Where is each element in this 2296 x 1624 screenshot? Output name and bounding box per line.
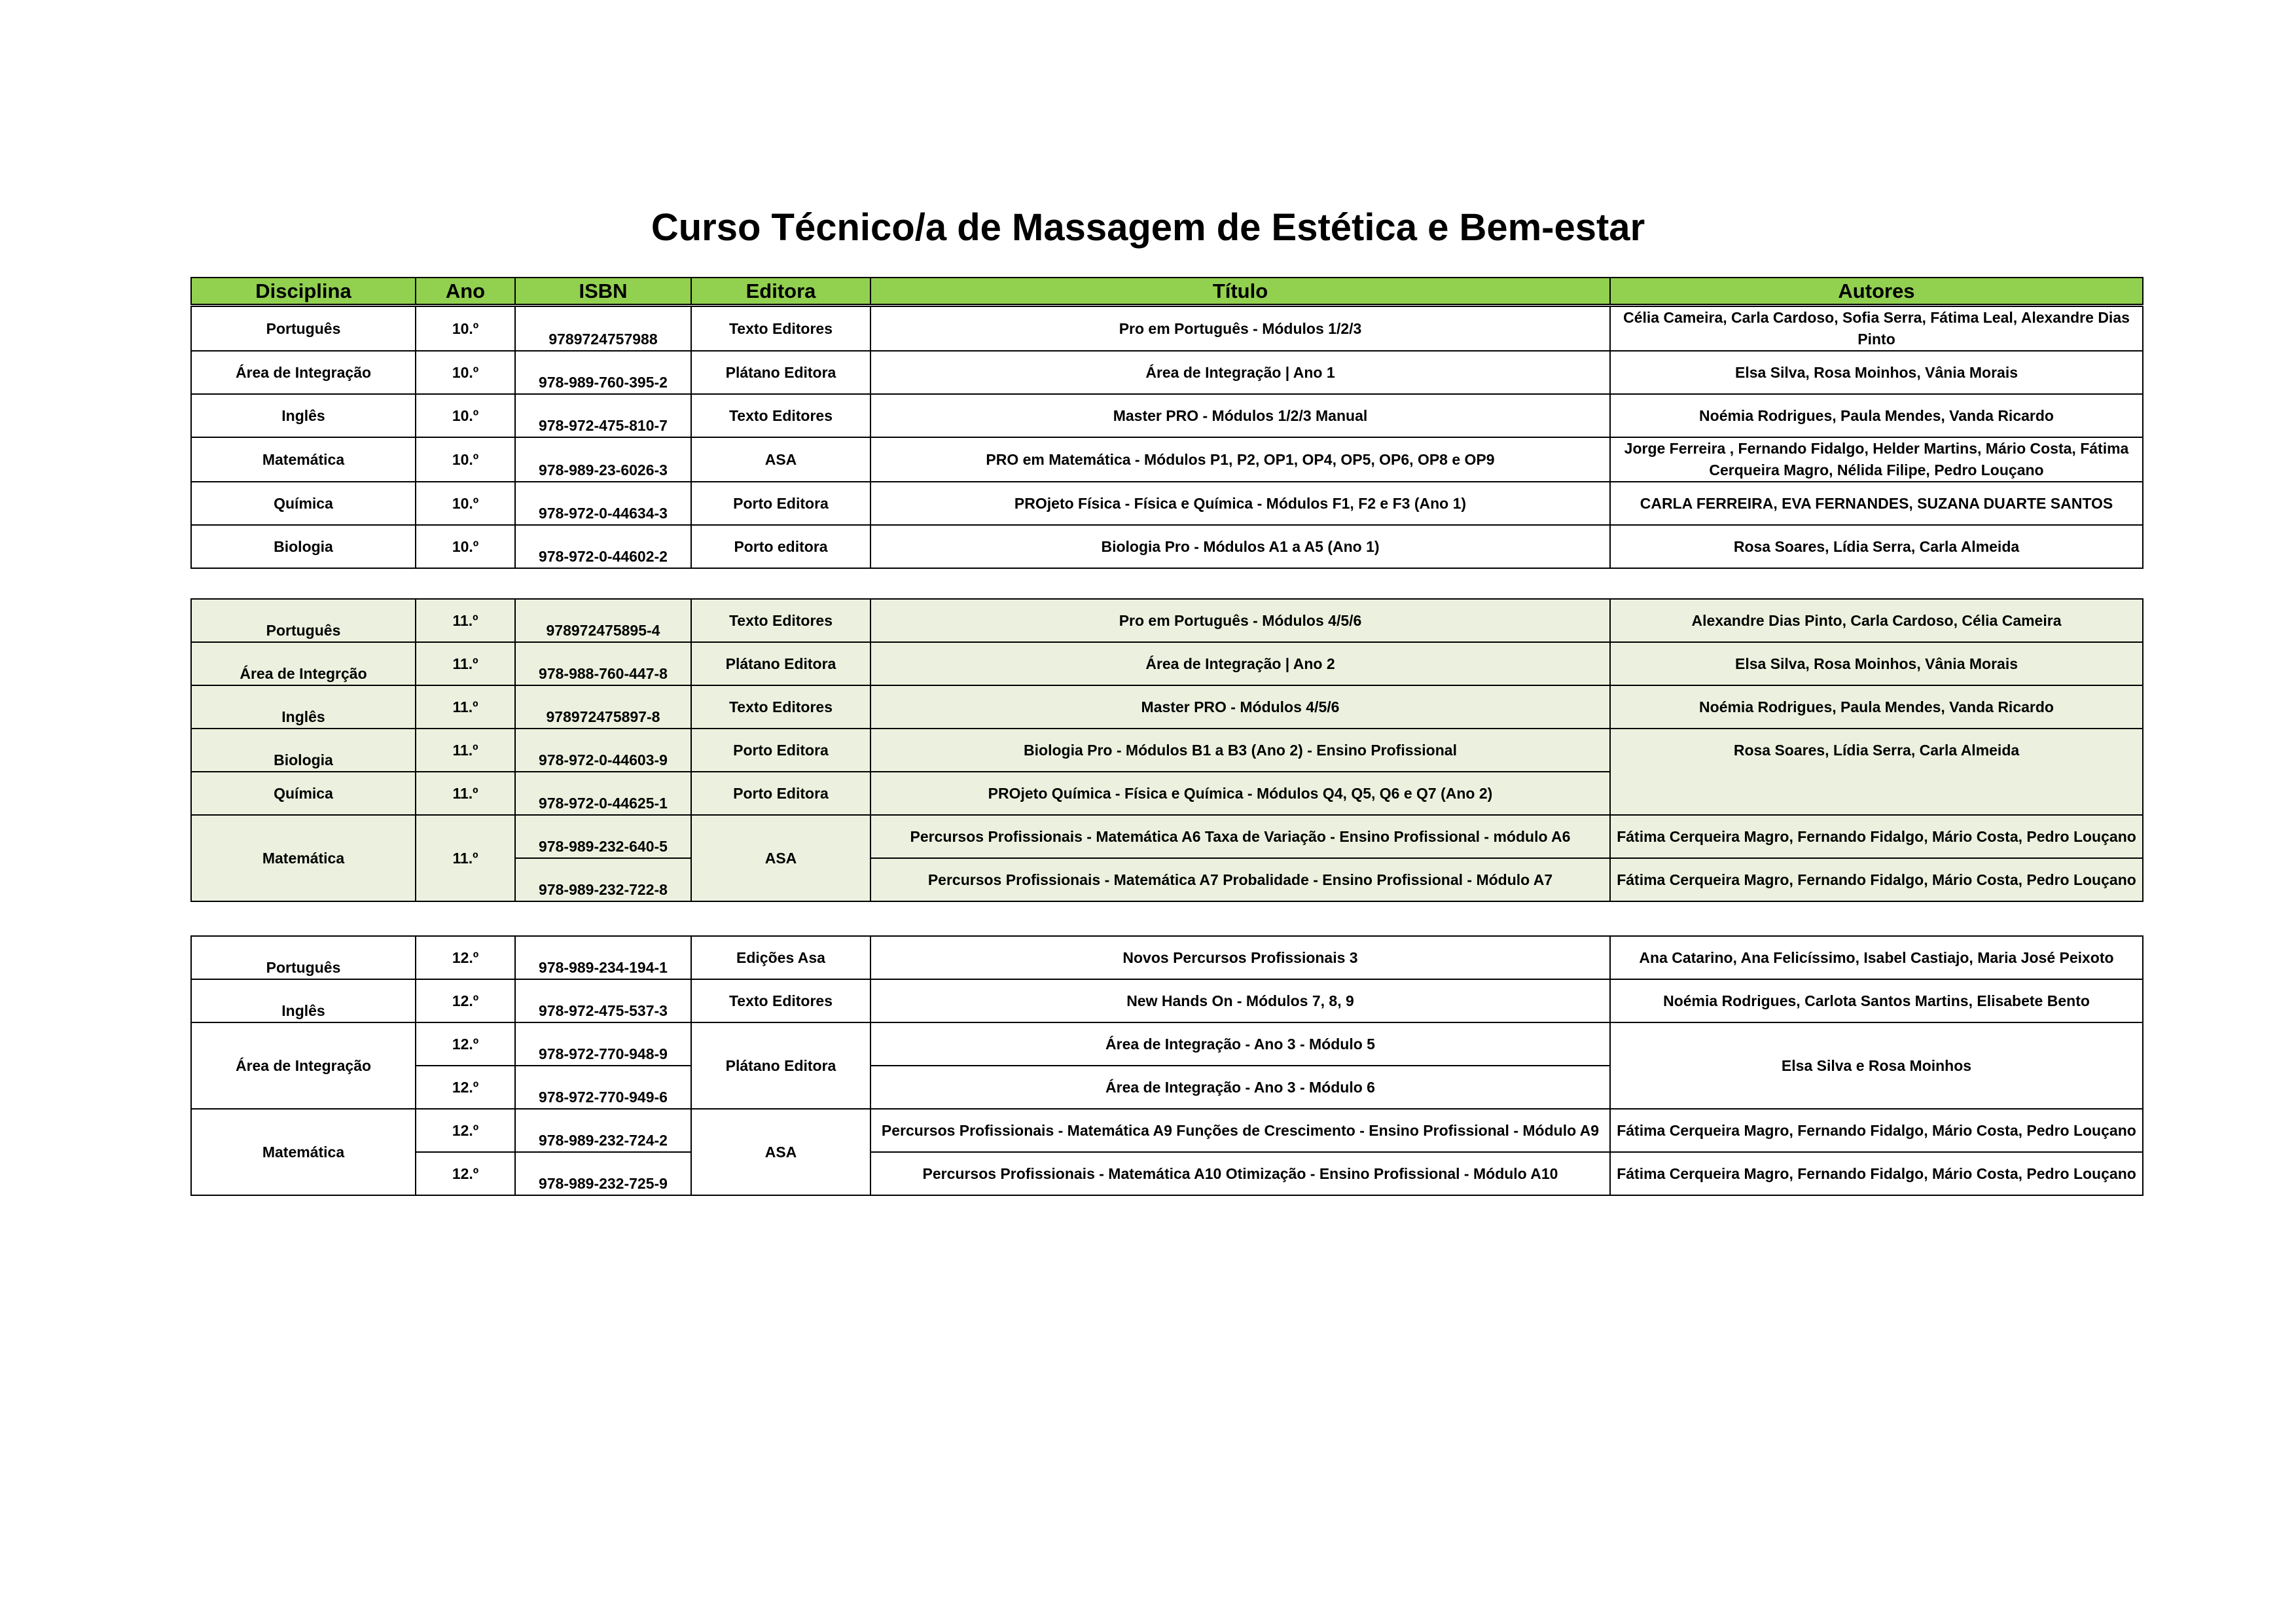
cell-isbn: 978-989-760-395-2 bbox=[515, 351, 691, 394]
cell-disciplina: Matemática bbox=[191, 1109, 416, 1195]
cell-isbn: 978-972-770-948-9 bbox=[515, 1022, 691, 1066]
cell-ano: 11.º bbox=[416, 642, 515, 685]
cell-isbn: 978972475895-4 bbox=[515, 599, 691, 642]
cell-titulo: PRO em Matemática - Módulos P1, P2, OP1, OP4, OP5, OP6, OP8 e OP9 bbox=[870, 437, 1610, 482]
cell-titulo: Master PRO - Módulos 1/2/3 Manual bbox=[870, 394, 1610, 437]
table-row bbox=[191, 1109, 2143, 1152]
cell-isbn: 978-989-234-194-1 bbox=[515, 936, 691, 979]
table-row bbox=[191, 351, 2143, 394]
table-12-ano bbox=[190, 935, 2144, 1196]
cell-isbn: 978-988-760-447-8 bbox=[515, 642, 691, 685]
cell-disciplina: Matemática bbox=[191, 815, 416, 901]
cell-autores: Elsa Silva e Rosa Moinhos bbox=[1610, 1022, 2143, 1109]
cell-disciplina: Biologia bbox=[191, 525, 416, 568]
cell-ano: 12.º bbox=[416, 1152, 515, 1195]
cell-editora: Texto Editores bbox=[691, 599, 870, 642]
cell-editora: ASA bbox=[691, 815, 870, 901]
cell-isbn: 978-972-770-949-6 bbox=[515, 1066, 691, 1109]
cell-autores: Jorge Ferreira , Fernando Fidalgo, Helder Martins, Mário Costa, Fátima Cerqueira Magro, Nélida Filipe, Pedro Louçano bbox=[1610, 437, 2143, 482]
cell-titulo: Master PRO - Módulos 4/5/6 bbox=[870, 685, 1610, 729]
cell-editora: Porto Editora bbox=[691, 772, 870, 815]
cell-ano: 11.º bbox=[416, 729, 515, 772]
table-row bbox=[191, 936, 2143, 979]
cell-autores: Elsa Silva, Rosa Moinhos, Vânia Morais bbox=[1610, 642, 2143, 685]
cell-ano: 11.º bbox=[416, 815, 515, 901]
cell-disciplina: Área de Integração bbox=[191, 1022, 416, 1109]
cell-isbn: 978-972-475-537-3 bbox=[515, 979, 691, 1022]
cell-titulo: Pro em Português - Módulos 4/5/6 bbox=[870, 599, 1610, 642]
cell-editora: Texto Editores bbox=[691, 979, 870, 1022]
cell-titulo: Área de Integração | Ano 1 bbox=[870, 351, 1610, 394]
cell-titulo: Percursos Profissionais - Matemática A6 Taxa de Variação - Ensino Profissional - módulo A6 bbox=[870, 815, 1610, 858]
cell-editora: Porto Editora bbox=[691, 482, 870, 525]
cell-editora: ASA bbox=[691, 1109, 870, 1195]
cell-disciplina: Química bbox=[191, 482, 416, 525]
cell-editora: Porto editora bbox=[691, 525, 870, 568]
cell-editora: Edições Asa bbox=[691, 936, 870, 979]
cell-disciplina: Química bbox=[191, 772, 416, 815]
cell-editora: Texto Editores bbox=[691, 306, 870, 351]
cell-ano: 12.º bbox=[416, 1066, 515, 1109]
cell-ano: 10.º bbox=[416, 394, 515, 437]
cell-titulo: Área de Integração | Ano 2 bbox=[870, 642, 1610, 685]
table-row bbox=[191, 815, 2143, 858]
cell-isbn: 978-972-0-44625-1 bbox=[515, 772, 691, 815]
cell-autores: Fátima Cerqueira Magro, Fernando Fidalgo, Mário Costa, Pedro Louçano bbox=[1610, 1152, 2143, 1195]
cell-ano: 10.º bbox=[416, 437, 515, 482]
cell-ano: 12.º bbox=[416, 1109, 515, 1152]
cell-titulo: Biologia Pro - Módulos A1 a A5 (Ano 1) bbox=[870, 525, 1610, 568]
cell-autores: Noémia Rodrigues, Carlota Santos Martins, Elisabete Bento bbox=[1610, 979, 2143, 1022]
header-row bbox=[191, 278, 2143, 304]
cell-editora: ASA bbox=[691, 437, 870, 482]
cell-disciplina: Inglês bbox=[191, 685, 416, 729]
cell-ano: 10.º bbox=[416, 306, 515, 351]
table-header bbox=[190, 277, 2144, 305]
cell-ano: 12.º bbox=[416, 1022, 515, 1066]
cell-titulo: Percursos Profissionais - Matemática A7 Probalidade - Ensino Profissional - Módulo A7 bbox=[870, 858, 1610, 901]
header-disciplina: Disciplina bbox=[191, 278, 416, 304]
table-row bbox=[191, 525, 2143, 568]
cell-editora: Porto Editora bbox=[691, 729, 870, 772]
cell-disciplina: Área de Integrção bbox=[191, 642, 416, 685]
table-row bbox=[191, 729, 2143, 772]
cell-isbn: 978-989-232-722-8 bbox=[515, 858, 691, 901]
cell-titulo: Percursos Profissionais - Matemática A9 Funções de Crescimento - Ensino Profissional - Módulo A9 bbox=[870, 1109, 1610, 1152]
cell-autores: Alexandre Dias Pinto, Carla Cardoso, Célia Cameira bbox=[1610, 599, 2143, 642]
table-row bbox=[191, 1152, 2143, 1195]
cell-autores: Célia Cameira, Carla Cardoso, Sofia Serra, Fátima Leal, Alexandre Dias Pinto bbox=[1610, 306, 2143, 351]
cell-editora: Texto Editores bbox=[691, 685, 870, 729]
cell-editora: Plátano Editora bbox=[691, 351, 870, 394]
cell-ano: 11.º bbox=[416, 772, 515, 815]
cell-titulo: Área de Integração - Ano 3 - Módulo 6 bbox=[870, 1066, 1610, 1109]
cell-titulo: New Hands On - Módulos 7, 8, 9 bbox=[870, 979, 1610, 1022]
cell-autores: Ana Catarino, Ana Felicíssimo, Isabel Castiajo, Maria José Peixoto bbox=[1610, 936, 2143, 979]
header-editora: Editora bbox=[691, 278, 870, 304]
cell-isbn: 978-989-232-725-9 bbox=[515, 1152, 691, 1195]
cell-autores: CARLA FERREIRA, EVA FERNANDES, SUZANA DUARTE SANTOS bbox=[1610, 482, 2143, 525]
cell-disciplina: Inglês bbox=[191, 979, 416, 1022]
cell-autores: Fátima Cerqueira Magro, Fernando Fidalgo, Mário Costa, Pedro Louçano bbox=[1610, 1109, 2143, 1152]
cell-isbn: 978-972-0-44603-9 bbox=[515, 729, 691, 772]
cell-ano: 10.º bbox=[416, 482, 515, 525]
cell-disciplina: Português bbox=[191, 936, 416, 979]
cell-editora: Plátano Editora bbox=[691, 642, 870, 685]
cell-autores: Fátima Cerqueira Magro, Fernando Fidalgo, Mário Costa, Pedro Louçano bbox=[1610, 815, 2143, 858]
cell-ano: 12.º bbox=[416, 936, 515, 979]
header-isbn: ISBN bbox=[515, 278, 691, 304]
cell-ano: 10.º bbox=[416, 351, 515, 394]
cell-disciplina: Área de Integração bbox=[191, 351, 416, 394]
cell-isbn: 978-972-475-810-7 bbox=[515, 394, 691, 437]
cell-titulo: Área de Integração - Ano 3 - Módulo 5 bbox=[870, 1022, 1610, 1066]
cell-ano: 10.º bbox=[416, 525, 515, 568]
table-row bbox=[191, 685, 2143, 729]
cell-isbn: 978-972-0-44602-2 bbox=[515, 525, 691, 568]
table-row bbox=[191, 599, 2143, 642]
table-10-ano bbox=[190, 306, 2144, 569]
cell-autores: Noémia Rodrigues, Paula Mendes, Vanda Ricardo bbox=[1610, 394, 2143, 437]
header-ano: Ano bbox=[416, 278, 515, 304]
cell-titulo: Pro em Português - Módulos 1/2/3 bbox=[870, 306, 1610, 351]
cell-ano: 11.º bbox=[416, 599, 515, 642]
cell-ano: 11.º bbox=[416, 685, 515, 729]
cell-disciplina: Português bbox=[191, 306, 416, 351]
table-row bbox=[191, 482, 2143, 525]
cell-autores: Rosa Soares, Lídia Serra, Carla Almeida bbox=[1610, 729, 2143, 815]
page-title: Curso Técnico/a de Massagem de Estética e Bem-estar bbox=[651, 206, 1645, 249]
cell-titulo: PROjeto Física - Física e Química - Módulos F1, F2 e F3 (Ano 1) bbox=[870, 482, 1610, 525]
table-row bbox=[191, 394, 2143, 437]
cell-autores: Rosa Soares, Lídia Serra, Carla Almeida bbox=[1610, 525, 2143, 568]
cell-isbn: 978-989-23-6026-3 bbox=[515, 437, 691, 482]
cell-isbn: 9789724757988 bbox=[515, 306, 691, 351]
cell-ano: 12.º bbox=[416, 979, 515, 1022]
table-row bbox=[191, 437, 2143, 482]
table-row bbox=[191, 306, 2143, 351]
table-row bbox=[191, 979, 2143, 1022]
table-11-ano bbox=[190, 598, 2144, 902]
cell-isbn: 978972475897-8 bbox=[515, 685, 691, 729]
cell-autores: Noémia Rodrigues, Paula Mendes, Vanda Ricardo bbox=[1610, 685, 2143, 729]
cell-editora: Plátano Editora bbox=[691, 1022, 870, 1109]
cell-titulo: PROjeto Química - Física e Química - Módulos Q4, Q5, Q6 e Q7 (Ano 2) bbox=[870, 772, 1610, 815]
cell-titulo: Biologia Pro - Módulos B1 a B3 (Ano 2) - Ensino Profissional bbox=[870, 729, 1610, 772]
cell-titulo: Percursos Profissionais - Matemática A10 Otimização - Ensino Profissional - Módulo A10 bbox=[870, 1152, 1610, 1195]
table-row bbox=[191, 1022, 2143, 1066]
cell-disciplina: Matemática bbox=[191, 437, 416, 482]
header-titulo: Título bbox=[870, 278, 1610, 304]
cell-disciplina: Biologia bbox=[191, 729, 416, 772]
cell-isbn: 978-972-0-44634-3 bbox=[515, 482, 691, 525]
cell-isbn: 978-989-232-724-2 bbox=[515, 1109, 691, 1152]
cell-titulo: Novos Percursos Profissionais 3 bbox=[870, 936, 1610, 979]
header-autores: Autores bbox=[1610, 278, 2143, 304]
table-row bbox=[191, 642, 2143, 685]
cell-autores: Elsa Silva, Rosa Moinhos, Vânia Morais bbox=[1610, 351, 2143, 394]
cell-disciplina: Português bbox=[191, 599, 416, 642]
cell-isbn: 978-989-232-640-5 bbox=[515, 815, 691, 858]
cell-disciplina: Inglês bbox=[191, 394, 416, 437]
cell-editora: Texto Editores bbox=[691, 394, 870, 437]
cell-autores: Fátima Cerqueira Magro, Fernando Fidalgo, Mário Costa, Pedro Louçano bbox=[1610, 858, 2143, 901]
